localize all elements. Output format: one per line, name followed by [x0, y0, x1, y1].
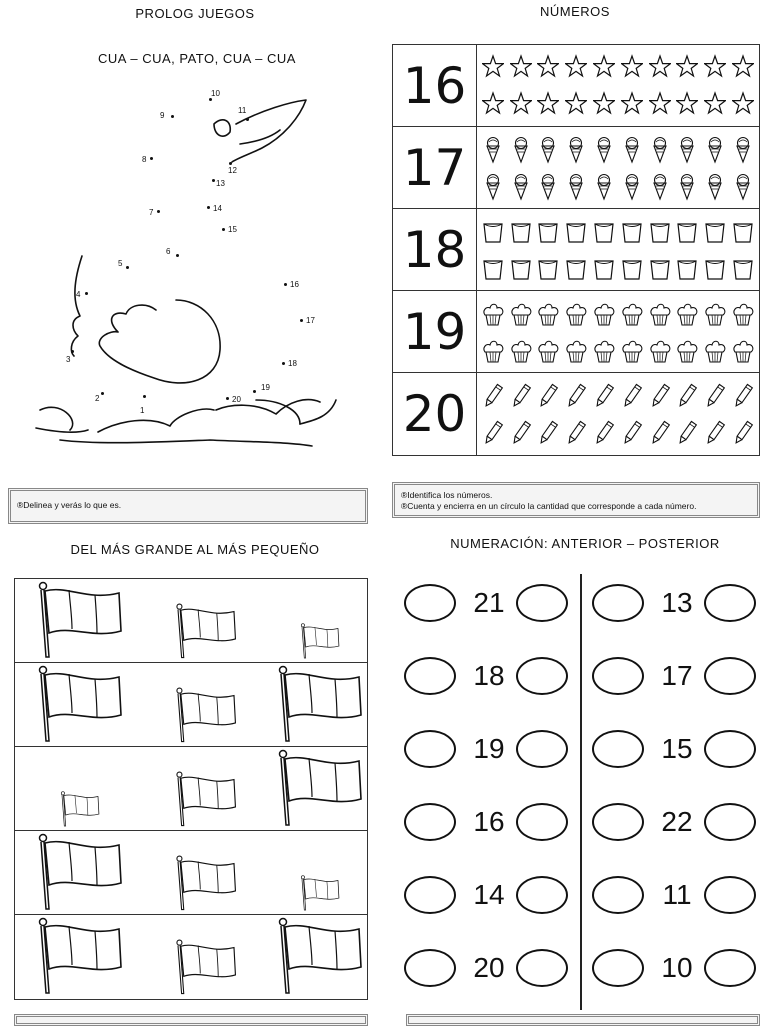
dot-instruction-text: ®Delinea y verás lo que es. [17, 500, 122, 510]
cupcake-icon[interactable] [676, 300, 698, 328]
next-number-oval[interactable] [704, 949, 756, 987]
star-icon[interactable] [732, 91, 754, 119]
cupcake-icon[interactable] [482, 337, 504, 365]
number-label: 20 [393, 373, 477, 455]
flag-large[interactable] [37, 581, 123, 659]
cup-icon[interactable] [482, 255, 504, 283]
number-row [393, 373, 759, 455]
flag-small[interactable] [300, 623, 340, 659]
dot-instructions [8, 488, 368, 524]
pencil-icon[interactable] [510, 382, 532, 410]
dot-20 [226, 397, 229, 400]
sequence-row [592, 726, 758, 772]
previous-number-oval[interactable] [592, 949, 644, 987]
dot-label-6: 6 [166, 247, 171, 256]
dot-label-16: 16 [290, 280, 299, 289]
number-label: 17 [393, 127, 477, 208]
number-label: 19 [393, 291, 477, 372]
sequence-number: 21 [473, 587, 505, 618]
previous-number-oval[interactable] [592, 803, 644, 841]
next-number-oval[interactable] [516, 803, 568, 841]
cup-icon[interactable] [649, 218, 671, 246]
cup-icon[interactable] [593, 255, 615, 283]
pencil-icon[interactable] [676, 419, 698, 447]
dot-3 [71, 350, 74, 353]
next-number-oval[interactable] [704, 876, 756, 914]
cupcake-icon[interactable] [510, 300, 532, 328]
flags-table [14, 578, 368, 1000]
dot-14 [207, 206, 210, 209]
cupcake-icon[interactable] [593, 300, 615, 328]
dot-label-7: 7 [149, 208, 154, 217]
previous-number-oval[interactable] [592, 876, 644, 914]
flag-large[interactable] [277, 917, 363, 995]
sequence-number: 10 [661, 952, 693, 983]
dot-11 [246, 118, 249, 121]
pencil-icon[interactable] [593, 382, 615, 410]
pencil-icon[interactable] [649, 419, 671, 447]
pencil-icon[interactable] [482, 382, 504, 410]
star-icon[interactable] [482, 91, 504, 119]
flag-medium[interactable] [175, 939, 237, 995]
numbers-title: NÚMEROS [540, 4, 610, 19]
sequence-row [592, 653, 758, 699]
sequence-instruction-bar [406, 1014, 760, 1026]
previous-number-oval[interactable] [404, 949, 456, 987]
next-number-oval[interactable] [704, 584, 756, 622]
sequence-row [404, 872, 570, 918]
flag-small[interactable] [60, 791, 100, 827]
duck-outline-drawing [0, 80, 380, 480]
next-number-oval[interactable] [516, 657, 568, 695]
cup-icon[interactable] [537, 255, 559, 283]
sequence-row [404, 945, 570, 991]
dot-label-1: 1 [140, 406, 145, 415]
star-icon[interactable] [704, 54, 726, 82]
number-row [393, 45, 759, 127]
star-icon[interactable] [676, 91, 698, 119]
dot-puzzle [0, 80, 380, 480]
flag-medium[interactable] [175, 603, 237, 659]
flag-large[interactable] [277, 749, 363, 827]
number-label: 16 [393, 45, 477, 126]
flags-instruction-bar [14, 1014, 368, 1026]
pencil-icon[interactable] [510, 419, 532, 447]
ice-cream-icon[interactable] [482, 136, 504, 164]
numbers-instructions [392, 482, 760, 518]
sequence-row [404, 580, 570, 626]
previous-number-oval[interactable] [592, 657, 644, 695]
page-title: PROLOG JUEGOS [135, 6, 255, 21]
next-number-oval[interactable] [516, 584, 568, 622]
sequence-number: 15 [661, 733, 693, 764]
star-icon[interactable] [704, 91, 726, 119]
numbers-instruction-1: ®Identifica los números. [401, 490, 493, 500]
sequence-number: 11 [662, 879, 692, 910]
cupcake-icon[interactable] [676, 337, 698, 365]
ice-cream-icon[interactable] [482, 173, 504, 201]
numbers-instruction-2: ®Cuenta y encierra en un círculo la cantidad que corresponde a cada número. [401, 501, 697, 511]
sequence-number: 19 [473, 733, 505, 764]
ice-cream-icon[interactable] [510, 136, 532, 164]
cupcake-icon[interactable] [565, 337, 587, 365]
dot-label-18: 18 [288, 359, 297, 368]
dot-2 [101, 392, 104, 395]
previous-number-oval[interactable] [404, 730, 456, 768]
ice-cream-icon[interactable] [676, 173, 698, 201]
dot-label-9: 9 [160, 111, 165, 120]
pencil-icon[interactable] [676, 382, 698, 410]
next-number-oval[interactable] [516, 876, 568, 914]
flag-row [15, 747, 367, 831]
dot-label-3: 3 [66, 355, 71, 364]
cupcake-icon[interactable] [649, 300, 671, 328]
dot-5 [126, 266, 129, 269]
dot-12 [229, 162, 232, 165]
dot-10 [209, 98, 212, 101]
sequence-row [592, 799, 758, 845]
sequence-number: 13 [661, 587, 693, 618]
flag-large[interactable] [37, 833, 123, 911]
pencil-icon[interactable] [565, 419, 587, 447]
ice-cream-icon[interactable] [565, 136, 587, 164]
ice-cream-icon[interactable] [676, 136, 698, 164]
star-icon[interactable] [649, 91, 671, 119]
cupcake-icon[interactable] [704, 337, 726, 365]
ice-cream-icon[interactable] [732, 136, 754, 164]
flag-large[interactable] [277, 665, 363, 743]
cupcake-icon[interactable] [732, 337, 754, 365]
pencil-icon[interactable] [649, 382, 671, 410]
star-icon[interactable] [537, 91, 559, 119]
dot-label-12: 12 [228, 166, 237, 175]
dot-label-15: 15 [228, 225, 237, 234]
sequence-number: 22 [661, 806, 693, 837]
next-number-oval[interactable] [704, 803, 756, 841]
number-row [393, 291, 759, 373]
sequence-number: 18 [473, 660, 505, 691]
ice-cream-icon[interactable] [593, 136, 615, 164]
sequence-number: 14 [473, 879, 505, 910]
sequence-divider [580, 574, 582, 1010]
next-number-oval[interactable] [516, 730, 568, 768]
pencil-icon[interactable] [621, 382, 643, 410]
pencil-icon[interactable] [537, 382, 559, 410]
sequence-row [592, 945, 758, 991]
dot-9 [171, 115, 174, 118]
dot-label-11: 11 [238, 106, 247, 115]
sequence-row [404, 726, 570, 772]
cup-icon[interactable] [537, 218, 559, 246]
pencil-icon[interactable] [732, 419, 754, 447]
cup-icon[interactable] [676, 255, 698, 283]
flag-row [15, 663, 367, 747]
ice-cream-icon[interactable] [593, 173, 615, 201]
dot-17 [300, 319, 303, 322]
ice-cream-icon[interactable] [649, 173, 671, 201]
star-icon[interactable] [510, 54, 532, 82]
picture-grid [479, 377, 757, 451]
flag-medium[interactable] [175, 855, 237, 911]
flag-row [15, 579, 367, 663]
star-icon[interactable] [565, 54, 587, 82]
dot-13 [212, 179, 215, 182]
picture-grid [479, 295, 757, 369]
dot-6 [176, 254, 179, 257]
previous-number-oval[interactable] [404, 876, 456, 914]
ice-cream-icon[interactable] [704, 173, 726, 201]
sequence-row [592, 580, 758, 626]
cupcake-icon[interactable] [565, 300, 587, 328]
sequence-number: 17 [661, 660, 693, 691]
cup-icon[interactable] [732, 255, 754, 283]
song-title: CUA – CUA, PATO, CUA – CUA [98, 51, 296, 66]
dot-label-17: 17 [306, 316, 315, 325]
dot-label-19: 19 [261, 383, 270, 392]
previous-number-oval[interactable] [404, 584, 456, 622]
ice-cream-icon[interactable] [704, 136, 726, 164]
cupcake-icon[interactable] [537, 300, 559, 328]
cupcake-icon[interactable] [649, 337, 671, 365]
star-icon[interactable] [482, 54, 504, 82]
sequence-number: 20 [473, 952, 505, 983]
cupcake-icon[interactable] [732, 300, 754, 328]
star-icon[interactable] [649, 54, 671, 82]
cup-icon[interactable] [704, 255, 726, 283]
next-number-oval[interactable] [704, 657, 756, 695]
sequence-row [404, 799, 570, 845]
cupcake-icon[interactable] [482, 300, 504, 328]
number-label: 18 [393, 209, 477, 290]
dot-4 [85, 292, 88, 295]
star-icon[interactable] [732, 54, 754, 82]
size-order-title: DEL MÁS GRANDE AL MÁS PEQUEÑO [70, 542, 320, 557]
dot-label-4: 4 [76, 290, 81, 299]
flag-small[interactable] [300, 875, 340, 911]
sequence-row [592, 872, 758, 918]
dot-18 [282, 362, 285, 365]
next-number-oval[interactable] [704, 730, 756, 768]
dot-16 [284, 283, 287, 286]
dot-15 [222, 228, 225, 231]
flag-row [15, 831, 367, 915]
sequence-row [404, 653, 570, 699]
pencil-icon[interactable] [593, 419, 615, 447]
cupcake-icon[interactable] [593, 337, 615, 365]
cupcake-icon[interactable] [621, 337, 643, 365]
sequence-number: 16 [473, 806, 505, 837]
cup-icon[interactable] [565, 218, 587, 246]
cupcake-icon[interactable] [621, 300, 643, 328]
picture-grid [479, 131, 757, 205]
flag-large[interactable] [37, 665, 123, 743]
flag-large[interactable] [37, 917, 123, 995]
cupcake-icon[interactable] [537, 337, 559, 365]
star-icon[interactable] [510, 91, 532, 119]
cup-icon[interactable] [732, 218, 754, 246]
dot-label-14: 14 [213, 204, 222, 213]
cupcake-icon[interactable] [704, 300, 726, 328]
number-row [393, 209, 759, 291]
dot-8 [150, 157, 153, 160]
cup-icon[interactable] [565, 255, 587, 283]
cup-icon[interactable] [510, 218, 532, 246]
cup-icon[interactable] [510, 255, 532, 283]
cup-icon[interactable] [649, 255, 671, 283]
dot-1 [143, 395, 146, 398]
flag-medium[interactable] [175, 687, 237, 743]
previous-number-oval[interactable] [592, 584, 644, 622]
ice-cream-icon[interactable] [537, 173, 559, 201]
dot-19 [253, 390, 256, 393]
ice-cream-icon[interactable] [565, 173, 587, 201]
sequence-title: NUMERACIÓN: ANTERIOR – POSTERIOR [450, 536, 720, 551]
star-icon[interactable] [537, 54, 559, 82]
dot-label-10: 10 [211, 89, 220, 98]
ice-cream-icon[interactable] [621, 173, 643, 201]
star-icon[interactable] [565, 91, 587, 119]
star-icon[interactable] [621, 54, 643, 82]
previous-number-oval[interactable] [404, 657, 456, 695]
previous-number-oval[interactable] [404, 803, 456, 841]
cup-icon[interactable] [704, 218, 726, 246]
star-icon[interactable] [621, 91, 643, 119]
pencil-icon[interactable] [704, 419, 726, 447]
cup-icon[interactable] [621, 255, 643, 283]
numbers-table [392, 44, 760, 456]
next-number-oval[interactable] [516, 949, 568, 987]
cup-icon[interactable] [593, 218, 615, 246]
previous-number-oval[interactable] [592, 730, 644, 768]
dot-label-2: 2 [95, 394, 100, 403]
pencil-icon[interactable] [482, 419, 504, 447]
cup-icon[interactable] [482, 218, 504, 246]
star-icon[interactable] [593, 91, 615, 119]
flag-medium[interactable] [175, 771, 237, 827]
star-icon[interactable] [676, 54, 698, 82]
number-row [393, 127, 759, 209]
dot-7 [157, 210, 160, 213]
pencil-icon[interactable] [732, 382, 754, 410]
dot-label-8: 8 [142, 155, 147, 164]
ice-cream-icon[interactable] [649, 136, 671, 164]
picture-grid [479, 49, 757, 123]
ice-cream-icon[interactable] [732, 173, 754, 201]
dot-label-20: 20 [232, 395, 241, 404]
flag-row [15, 915, 367, 999]
star-icon[interactable] [593, 54, 615, 82]
picture-grid [479, 213, 757, 287]
ice-cream-icon[interactable] [621, 136, 643, 164]
pencil-icon[interactable] [621, 419, 643, 447]
ice-cream-icon[interactable] [510, 173, 532, 201]
pencil-icon[interactable] [537, 419, 559, 447]
cup-icon[interactable] [676, 218, 698, 246]
ice-cream-icon[interactable] [537, 136, 559, 164]
pencil-icon[interactable] [704, 382, 726, 410]
pencil-icon[interactable] [565, 382, 587, 410]
dot-label-13: 13 [216, 179, 225, 188]
cup-icon[interactable] [621, 218, 643, 246]
cupcake-icon[interactable] [510, 337, 532, 365]
dot-label-5: 5 [118, 259, 123, 268]
